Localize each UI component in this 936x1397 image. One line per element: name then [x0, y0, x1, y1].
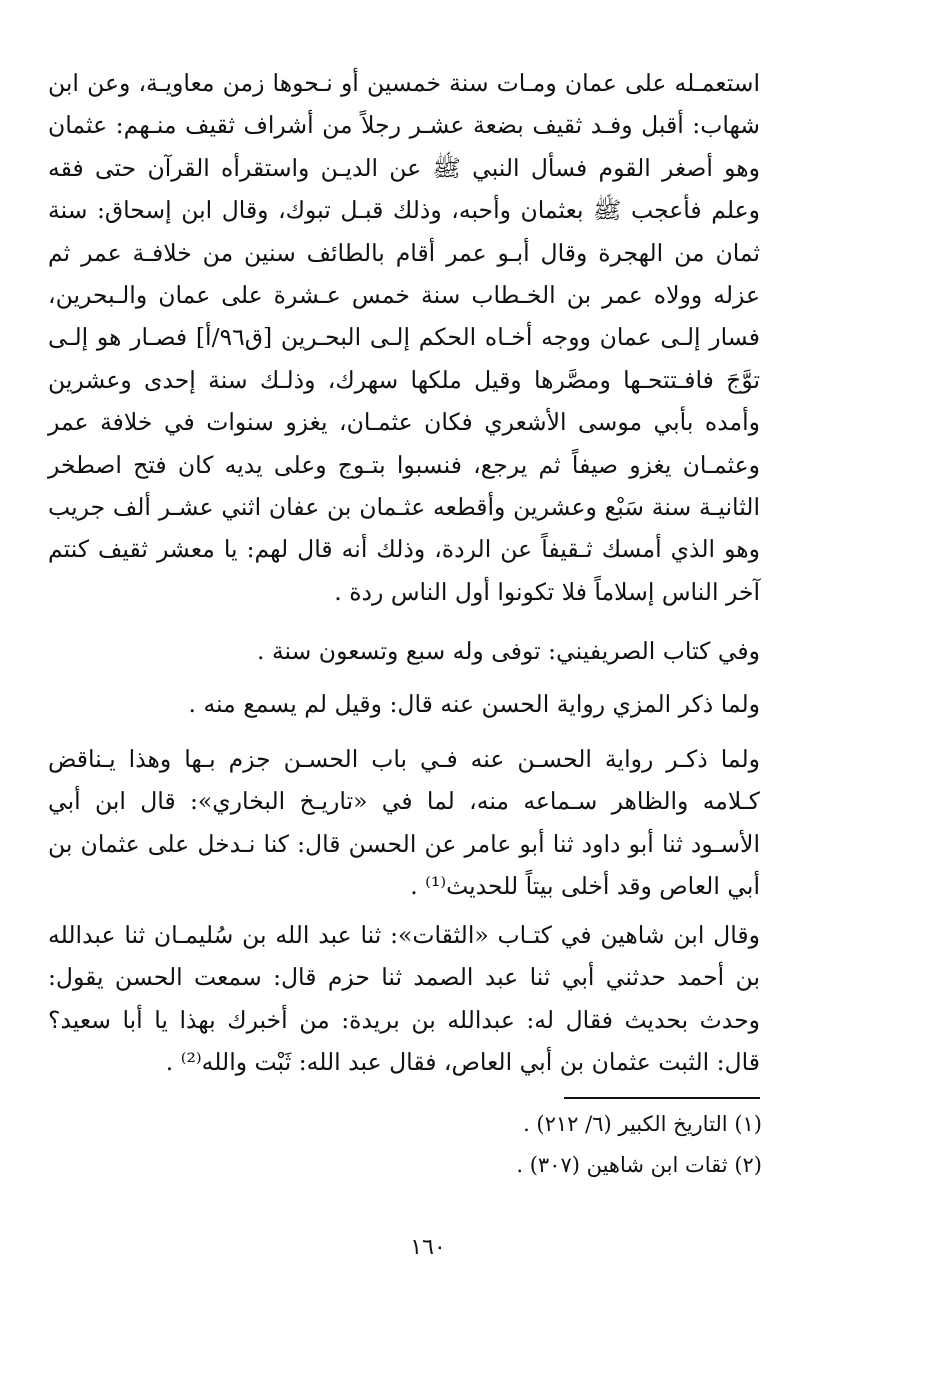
- body-paragraph: وقال ابن شاهين في كتـاب «الثقات»: ثنا عبد الله بن سُليمـان ثنا عبدالله بن أحمد حدثني أبي ثنا عبد الصمد ثنا حزم قال: سمعت الحسن يقول: وحدث بحديث فقال له: عبدالله بن بريدة: من أخبرك بهذا يا أبا سعيد؟ قال: الثبت عثمان بن أبي العاص، فقال عبد الله: ثَبْت والله⁽²⁾ .: [48, 921, 760, 1077]
- body-paragraph: ولما ذكـر رواية الحسـن عنه فـي باب الحسـن جزم بـها وهذا يـناقض كـلامه والظاهر سـماعه منه، لما في «تاريـخ البخاري»: قال ابن أبي الأسـود ثنا أبو داود ثنا أبو عامر عن الحسن قال: كنا نـدخل على عثمان بن أبي العاص وقد أخلى بيتاً للحديث⁽¹⁾ .: [48, 745, 760, 901]
- footnote: (٢) ثقات ابن شاهين (٣٠٧) .: [516, 1153, 762, 1177]
- footnote-divider: [564, 1097, 760, 1099]
- footnotes-list: [300, 1104, 762, 1186]
- body-paragraph: ولما ذكر المزي رواية الحسن عنه قال: وقيل لم يسمع منه .: [188, 690, 760, 718]
- body-paragraph: استعمـله على عمان ومـات سنة خمسين أو نـحوها زمن معاويـة، وعن ابن شهاب: أقبل وفـد ثقيف بضعة عشـر رجلاً من أشراف ثقيف منـهم: عثمان وهو أصغر القوم فسأل النبي ﷺ عن الديـن واستقرأه القرآن حتى فقه وعلم فأعجب ﷺ بعثمان وأحبه، وذلك قبـل تبوك، وقال ابن إسحاق: سنة ثمان من الهجرة وقال أبـو عمر أقام بالطائف سنين من خلافـة عمر ثم عزله وولاه عمر بن الخـطاب سنة خمس عـشرة على عمان والـبحرين، فسار إلـى عمان ووجه أخـاه الحكم إلـى البحـرين [ق٩٦/أ] فصـار هو إلـى توَّجَ فافـتتحـها ومصَّرها وقيل ملكها سهرك، وذلـك سنة إحدى وعشرين وأمده بأبي موسى الأشعري فكان عثمـان، يغزو سنوات في خلافة عمر وعثمـان يغزو صيفاً ثم يرجع، فنسبوا بتـوج وعلى يديه كان فتح اصطخر الثانيـة سنة سَبْع وعشرين وأقطعه عثـمان بن عفان اثني عشـر ألف جريب وهو الذي أمسك ثـقيفاً عن الردة، وذلك أنه قال لهم: يا معشر ثقيف كنتم آخر الناس إسلاماً فلا تكونوا أول الناس ردة .: [48, 69, 760, 606]
- body-paragraph: وفي كتاب الصريفيني: توفى وله سبع وتسعون سنة .: [257, 637, 760, 665]
- page-number: ١٦٠: [410, 1235, 446, 1260]
- footnote: (١) التاريخ الكبير (٦/ ٢١٢) .: [523, 1112, 762, 1136]
